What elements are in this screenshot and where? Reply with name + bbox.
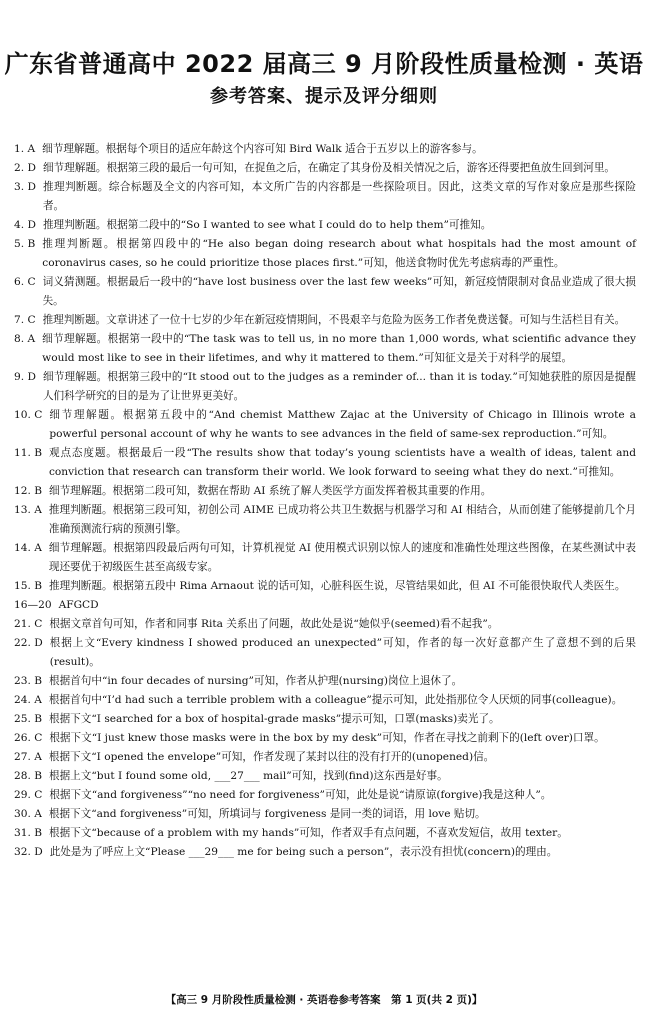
answer-item [14, 634, 636, 672]
answer-item [14, 501, 636, 539]
answer-number: 14. A [14, 542, 42, 554]
answer-item [14, 786, 636, 805]
answer-number: 2. D [14, 162, 36, 174]
answer-explanation: 细节理解题。根据每个项目的适应年龄这个内容可知 Bird Walk 适合于五岁以上的游客参与。 [42, 143, 483, 155]
answer-explanation: 推理判断题。根据第二段中的“So I wanted to see what I could do to help them”可推知。 [42, 219, 492, 231]
answer-number: 15. B [14, 580, 42, 592]
answer-item [14, 691, 636, 710]
answer-number: 9. D [14, 371, 36, 383]
answer-number: 3. D [14, 181, 36, 193]
answer-item [14, 406, 636, 444]
answer-explanation: 根据首句中“I’d had such a terrible problem with a colleague”提示可知，此处指那位令人厌烦的同事(colleague)。 [48, 694, 623, 706]
answer-item [14, 140, 636, 159]
answer-item [14, 178, 636, 216]
answer-explanation: 细节理解题。根据第二段可知，数据在帮助 AI 系统了解人类医学方面发挥着极其重要的作用。 [49, 485, 492, 497]
answer-number: 10. C [14, 409, 43, 421]
page-footer: 【高三 9 月阶段性质量检测 · 英语卷参考答案 第 1 页(共 2 页)】 [165, 994, 483, 1006]
answer-explanation: 根据下文“I opened the envelope”可知，作者发现了某封以往的没有打开的(unopened)信。 [48, 751, 495, 763]
answer-explanation: 根据上文“Every kindness I showed produced an unexpected”可知，作者的每一次好意都产生了意想不到的后果(result)。 [49, 637, 636, 668]
page-title: 广东省普通高中 2022 届高三 9 月阶段性质量检测 · 英语 [4, 50, 644, 78]
answer-number: 29. C [14, 789, 43, 801]
answer-item [14, 748, 636, 767]
answer-number: 28. B [14, 770, 42, 782]
answer-item [14, 235, 636, 273]
answer-item [14, 216, 636, 235]
answer-item [14, 672, 636, 691]
answer-number: 5. B [14, 238, 36, 250]
answer-explanation: 推理判断题。综合标题及全文的内容可知，本文所广告的内容都是一些探险项目。因此，这类文章的写作对象应是那些探险者。 [42, 181, 636, 212]
answer-explanation: 词义猜测题。根据最后一段中的“have lost business over the last few weeks”可知，新冠疫情限制对食品业造成了很大损失。 [42, 276, 636, 307]
answer-explanation: 根据下文“and forgiveness”“no need for forgiveness”可知，此处是说“请原谅(forgive)我是这种人”。 [49, 789, 552, 801]
answer-explanation: 推理判断题。根据第三段可知，初创公司 AIME 已成功将公共卫生数据与机器学习和 AI 相结合，从而创建了能够提前几个月准确预测流行病的预测引擎。 [48, 504, 636, 535]
answer-number: 4. D [14, 219, 36, 231]
answer-explanation: 根据首句中“in four decades of nursing”可知，作者从护理(nursing)岗位上退休了。 [49, 675, 463, 687]
answer-number: 30. A [14, 808, 42, 820]
answer-number: 32. D [14, 846, 43, 858]
answer-explanation: 细节理解题。根据第五段中的“And chemist Matthew Zajac at the University of Chicago in Illinois wrote a powerful personal account of why he wants to see advances in the field of same-sex reproduction.”可知。 [49, 409, 636, 440]
answer-number: 25. B [14, 713, 42, 725]
answer-explanation: 推理判断题。根据第五段中 Rima Arnaout 说的话可知，心脏科医生说，尽管结果如此，但 AI 不可能很快取代人类医生。 [49, 580, 626, 592]
answer-item [14, 596, 636, 615]
answer-explanation: 根据下文“I searched for a box of hospital-grade masks”提示可知，口罩(masks)卖光了。 [49, 713, 500, 725]
answer-item [14, 729, 636, 748]
answer-item [14, 824, 636, 843]
answer-item [14, 482, 636, 501]
answer-item [14, 330, 636, 368]
answer-explanation: 细节理解题。根据第一段中的“The task was to tell us, in no more than 1,000 words, what scientific advance they would most like to see in their lifetimes, and why it mattered to them.”可知征文是关于对科学的展望。 [42, 333, 636, 364]
answer-number: 16—20 [14, 599, 52, 611]
answer-explanation: 细节理解题。根据第三段的最后一句可知，在捉鱼之后，在确定了其身份及相关情况之后，游客还得要把鱼放生回到河里。 [42, 162, 616, 174]
answer-explanation: 根据下文“and forgiveness”可知，所填词与 forgiveness 是同一类的词语，用 love 贴切。 [48, 808, 486, 820]
answer-explanation: 根据上文“but I found some old, ___27___ mail”可知，找到(find)这东西是好事。 [49, 770, 448, 782]
answer-number: 26. C [14, 732, 43, 744]
answer-explanation: 此处是为了呼应上文“Please ___29___ me for being such a person”，表示没有担忧(concern)的理由。 [49, 846, 558, 858]
answer-number: 11. B [14, 447, 42, 459]
answer-item [14, 159, 636, 178]
answer-number: 22. D [14, 637, 43, 649]
answer-item [14, 805, 636, 824]
answer-number: 6. C [14, 276, 36, 288]
answer-item [14, 368, 636, 406]
answer-item [14, 444, 636, 482]
answer-explanation: 细节理解题。根据第四段最后两句可知，计算机视觉 AI 使用模式识别以惊人的速度和准确性处理这些图像，在某些测试中表现还要优于初级医生甚至高级专家。 [48, 542, 636, 573]
answer-explanation: AFGCD [58, 599, 99, 611]
answer-number: 13. A [14, 504, 42, 516]
answer-item [14, 577, 636, 596]
answer-explanation: 推理判断题。文章讲述了一位十七岁的少年在新冠疫情期间，不畏艰辛与危险为医务工作者免费送餐。可知与生活栏目有关。 [42, 314, 626, 326]
answer-number: 7. C [14, 314, 36, 326]
answer-number: 1. A [14, 143, 36, 155]
answer-item [14, 843, 636, 862]
answer-explanation: 根据下文“I just knew those masks were in the box by my desk”可知，作者在寻找之前剩下的(left over)口罩。 [49, 732, 605, 744]
answer-number: 12. B [14, 485, 42, 497]
page-subtitle: 参考答案、提示及评分细则 [210, 86, 438, 107]
answer-explanation: 根据文章首句可知，作者和同事 Rita 关系出了问题，故此处是说“她似乎(seemed)看不起我”。 [49, 618, 499, 630]
answer-explanation: 根据下文“because of a problem with my hands”可知，作者双手有点问题，不喜欢发短信，故用 texter。 [49, 827, 568, 839]
answer-number: 27. A [14, 751, 42, 763]
answer-number: 31. B [14, 827, 42, 839]
answer-number: 8. A [14, 333, 36, 345]
answer-item [14, 615, 636, 634]
answer-item [14, 311, 636, 330]
answer-number: 24. A [14, 694, 42, 706]
answer-explanation: 推理判断题。根据第四段中的“He also began doing research about what hospitals had the most amount of coronavirus cases, so he could prioritize those places first.”可知，他送食物时优先考虑病毒的严重性。 [42, 238, 636, 269]
answer-list [14, 140, 636, 862]
answer-number: 23. B [14, 675, 42, 687]
answer-item [14, 273, 636, 311]
answer-explanation: 细节理解题。根据第三段中的“It stood out to the judges as a reminder of... than it is today.”可知她获胜的原因是提醒人们科学研究的目的是为了让世界更美好。 [42, 371, 636, 402]
answer-item [14, 710, 636, 729]
answer-item [14, 767, 636, 786]
answer-number: 21. C [14, 618, 43, 630]
answer-explanation: 观点态度题。根据最后一段“The results show that today’s young scientists have a wealth of ideas, talent and conviction that research can transform their world. We look forward to seeing what they do next.”可推知。 [49, 447, 636, 478]
answer-item [14, 539, 636, 577]
